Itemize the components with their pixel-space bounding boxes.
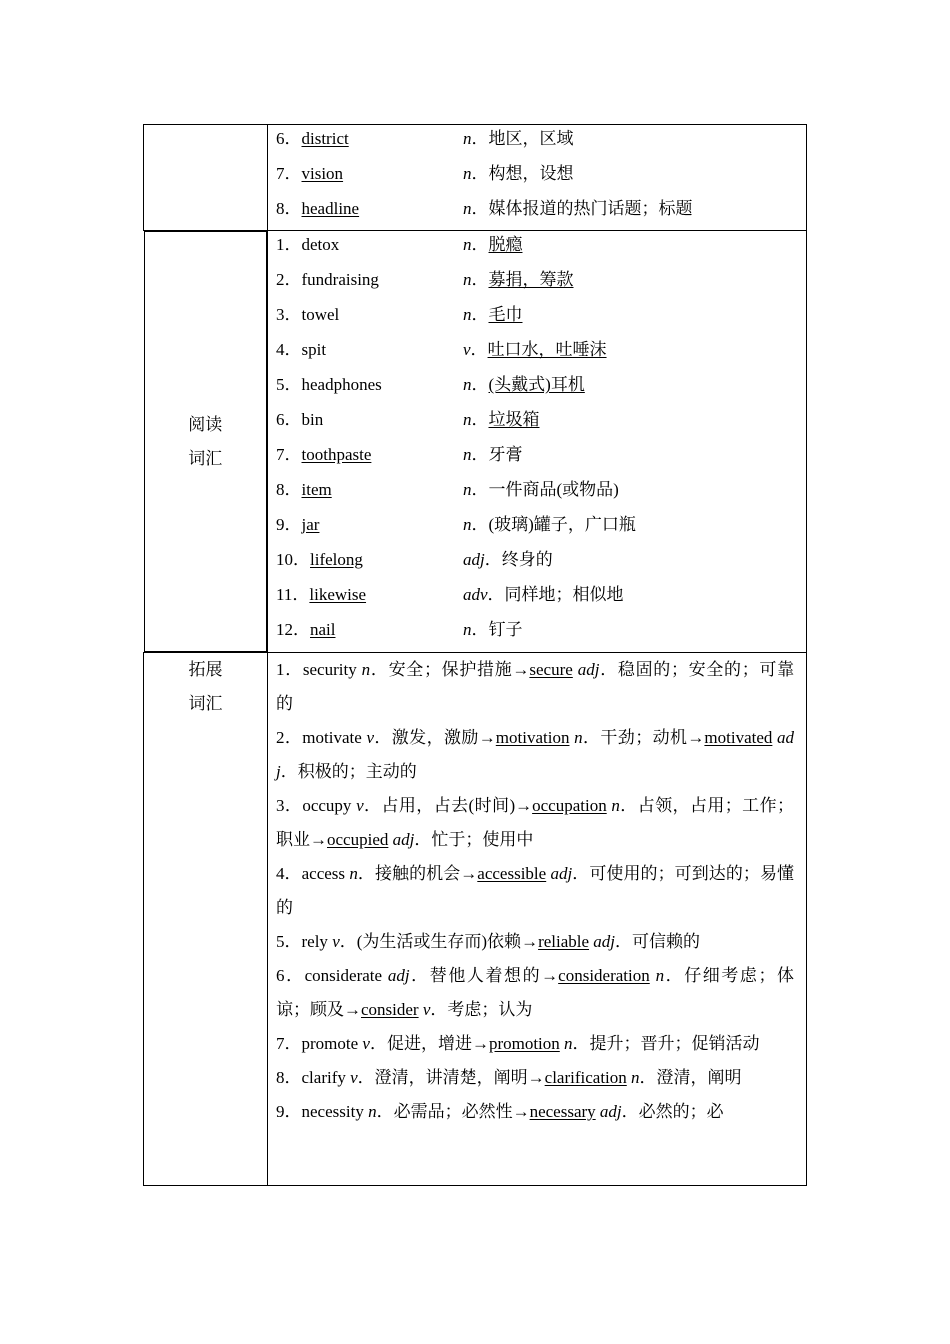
base-word: necessity: [301, 1102, 364, 1121]
vocab-word: toothpaste: [301, 445, 372, 464]
separator: ．: [369, 1034, 387, 1053]
arrow: →: [478, 728, 496, 747]
part-of-speech: adj: [463, 550, 485, 569]
vocab-word: lifelong: [310, 550, 363, 569]
item-number: 10．: [276, 550, 310, 569]
part-of-speech: n: [463, 410, 472, 429]
separator: ．: [370, 660, 389, 679]
separator: ．: [376, 1102, 394, 1121]
extension-entry: [276, 721, 794, 789]
vocab-definition: 终身的: [501, 550, 553, 569]
item-number: 9．: [276, 515, 302, 534]
part-of-speech: n: [574, 728, 583, 747]
vocab-row: [268, 511, 806, 546]
vocab-definition: 同样地；相似地: [504, 585, 624, 604]
separator: ．: [471, 305, 489, 324]
vocab-definition: 地区，区域: [488, 129, 574, 148]
definition: 安全；保护措施: [388, 660, 513, 679]
vocab-row: [268, 195, 806, 230]
separator: ．: [471, 199, 489, 218]
definition-col: [463, 266, 806, 301]
category-cell-empty: [144, 125, 268, 231]
separator: ．: [599, 660, 618, 679]
table-row: [144, 231, 807, 653]
item-number: 6．: [276, 966, 305, 985]
word-col: [268, 125, 463, 160]
arrow: →: [515, 796, 533, 815]
definition-col: [463, 160, 806, 195]
definition-col: [463, 336, 806, 371]
part-of-speech: n: [463, 480, 472, 499]
arrow: →: [310, 830, 327, 849]
vocab-word: district: [301, 129, 349, 148]
vocab-definition: (玻璃)罐子，广口瓶: [488, 515, 636, 534]
separator: ．: [470, 340, 488, 359]
item-number: 3．: [276, 305, 302, 324]
vocab-word: nail: [310, 620, 336, 639]
separator: ．: [373, 728, 392, 747]
item-number: 8．: [276, 1068, 302, 1087]
derived-word: motivated: [704, 728, 773, 747]
item-number: 6．: [276, 410, 302, 429]
part-of-speech: v: [463, 340, 471, 359]
definition-col: [463, 546, 806, 581]
separator: ．: [572, 1034, 590, 1053]
category-cell-extension: [144, 653, 268, 1186]
part-of-speech: adj: [550, 864, 573, 883]
extension-entry: [276, 1061, 794, 1095]
definition: 忙于；使用中: [431, 830, 534, 849]
definition: 提升；晋升；促销活动: [589, 1034, 760, 1053]
derived-word: accessible: [477, 864, 547, 883]
item-number: 1．: [276, 235, 302, 254]
definition: 可使用的；可到达的；易懂的: [276, 864, 795, 917]
word-col: [268, 581, 463, 616]
word-col: [268, 616, 463, 651]
separator: ．: [357, 864, 375, 883]
extension-entry: [276, 1027, 794, 1061]
separator: ．: [471, 235, 489, 254]
vocab-word: item: [301, 480, 332, 499]
word-col: [268, 511, 463, 546]
separator: ．: [471, 515, 489, 534]
item-number: 8．: [276, 199, 302, 218]
definition: 促进，增进: [386, 1034, 472, 1053]
definition-col: [463, 581, 806, 616]
base-word: access: [301, 864, 346, 883]
item-number: 4．: [276, 864, 302, 883]
word-col: [268, 195, 463, 230]
base-word: clarify: [301, 1068, 346, 1087]
vocab-definition: 垃圾箱: [488, 410, 540, 429]
definition: 接触的机会: [374, 864, 461, 883]
part-of-speech: adj: [392, 830, 415, 849]
vocab-definition: 一件商品(或物品): [488, 480, 619, 499]
definition: 仔细考虑；体谅；顾及: [276, 966, 795, 1019]
definition-col: [463, 195, 806, 230]
vocab-row: [268, 231, 806, 266]
vocab-row: [268, 406, 806, 441]
vocab-row: [268, 266, 806, 301]
vocab-definition: 构想，设想: [488, 164, 574, 183]
item-number: 9．: [276, 1102, 302, 1121]
derived-word: reliable: [538, 932, 590, 951]
definition: (为生活或生存而)依赖: [356, 932, 522, 951]
extension-list-cell: [268, 653, 807, 1186]
item-number: 5．: [276, 375, 302, 394]
item-number: 4．: [276, 340, 302, 359]
part-of-speech: n: [463, 199, 472, 218]
part-of-speech: n: [368, 1102, 377, 1121]
vocab-definition: 吐口水，吐唾沫: [487, 340, 607, 359]
separator: ．: [582, 728, 601, 747]
item-number: 11．: [276, 585, 310, 604]
definition: 占用，占去(时间): [381, 796, 516, 815]
arrow: →: [344, 1000, 361, 1019]
item-number: 6．: [276, 129, 302, 148]
vocab-word: fundraising: [301, 270, 379, 289]
word-col: [268, 441, 463, 476]
definition: 必然的；必: [638, 1102, 724, 1121]
part-of-speech: adj: [276, 728, 795, 781]
part-of-speech: n: [463, 270, 472, 289]
definition: 稳固的；安全的；可靠的: [276, 660, 795, 713]
part-of-speech: n: [463, 620, 472, 639]
vocab-word: detox: [301, 235, 340, 254]
vocab-definition: 脱瘾: [488, 235, 523, 254]
separator: ．: [471, 164, 489, 183]
arrow: →: [527, 1068, 545, 1087]
part-of-speech: adv: [463, 585, 488, 604]
definition-col: [463, 616, 806, 651]
definition-col: [463, 441, 806, 476]
separator: ．: [363, 796, 382, 815]
part-of-speech: adj: [593, 932, 616, 951]
derived-word: occupied: [327, 830, 389, 849]
derived-word: occupation: [532, 796, 607, 815]
separator: ．: [471, 375, 489, 394]
vocab-word: headline: [301, 199, 360, 218]
category-label-line2: 词汇: [188, 694, 223, 714]
word-col: [268, 301, 463, 336]
separator: ．: [414, 830, 432, 849]
separator: ．: [639, 1068, 657, 1087]
part-of-speech: v: [366, 728, 374, 747]
vocab-definition: 媒体报道的热门话题；标题: [488, 199, 693, 218]
base-word: promote: [301, 1034, 359, 1053]
item-number: 5．: [276, 932, 302, 951]
item-number: 3．: [276, 796, 303, 815]
extension-entry: [276, 857, 794, 925]
arrow: →: [471, 1034, 489, 1053]
item-number: 7．: [276, 445, 302, 464]
base-word: security: [302, 660, 357, 679]
part-of-speech: n: [463, 164, 472, 183]
definition: 占领，占用；工作；职业: [276, 796, 795, 849]
word-list-cell: [268, 231, 807, 653]
definition-col: [463, 231, 806, 266]
category-label-line1: 拓展: [188, 660, 223, 680]
item-number: 7．: [276, 1034, 302, 1053]
definition: 激发，激励: [391, 728, 479, 747]
definition: 干劲；动机: [600, 728, 688, 747]
part-of-speech: n: [564, 1034, 573, 1053]
vocab-row: [268, 476, 806, 511]
vocab-row: [268, 160, 806, 195]
separator: ．: [339, 932, 357, 951]
separator: ．: [471, 270, 489, 289]
part-of-speech: v: [422, 1000, 431, 1019]
derived-word: motivation: [495, 728, 570, 747]
vocab-row: [268, 546, 806, 581]
vocab-definition: 毛巾: [488, 305, 523, 324]
vocab-word: spit: [301, 340, 327, 359]
derived-word: consideration: [558, 966, 650, 985]
item-number: 12．: [276, 620, 310, 639]
extension-entry: [276, 1095, 794, 1129]
part-of-speech: n: [611, 796, 620, 815]
vocab-row: [268, 371, 806, 406]
vocab-row: [268, 581, 806, 616]
definition: 考虑；认为: [447, 1000, 533, 1019]
derived-word: necessary: [529, 1102, 596, 1121]
definition-col: [463, 511, 806, 546]
part-of-speech: n: [463, 515, 472, 534]
separator: ．: [471, 480, 489, 499]
definition: 必需品；必然性: [393, 1102, 513, 1121]
category-label-line2: 词汇: [188, 448, 223, 469]
vocab-word: likewise: [309, 585, 367, 604]
separator: ．: [664, 966, 685, 985]
vocab-word: vision: [301, 164, 344, 183]
base-word: rely: [301, 932, 328, 951]
definition-col: [463, 301, 806, 336]
definition-col: [463, 125, 806, 160]
item-number: 1．: [276, 660, 303, 679]
part-of-speech: n: [361, 660, 371, 679]
vocab-row: [268, 616, 806, 651]
separator: ．: [409, 966, 430, 985]
extension-entry: [276, 653, 794, 721]
part-of-speech: n: [349, 864, 358, 883]
definition: 澄清，阐明: [656, 1068, 742, 1087]
vocab-row: [268, 336, 806, 371]
definition: 可信赖的: [632, 932, 701, 951]
table-row: [144, 125, 807, 231]
word-col: [268, 266, 463, 301]
vocab-word: headphones: [301, 375, 382, 394]
separator: ．: [280, 762, 298, 781]
arrow: →: [512, 660, 530, 679]
separator: ．: [357, 1068, 375, 1087]
derived-word: clarification: [544, 1068, 627, 1087]
separator: ．: [619, 796, 638, 815]
separator: ．: [471, 129, 489, 148]
separator: ．: [471, 445, 489, 464]
separator: ．: [572, 864, 590, 883]
word-col: [268, 160, 463, 195]
separator: ．: [471, 620, 489, 639]
vocab-row: [268, 125, 806, 160]
table-row: [144, 653, 807, 1186]
separator: ．: [487, 585, 505, 604]
vocabulary-table: [143, 124, 807, 1186]
part-of-speech: n: [463, 375, 472, 394]
part-of-speech: n: [631, 1068, 640, 1087]
part-of-speech: n: [655, 966, 665, 985]
definition: 澄清，讲清楚，阐明: [374, 1068, 528, 1087]
arrow: →: [541, 966, 559, 985]
vocab-row: [268, 301, 806, 336]
word-col: [268, 336, 463, 371]
part-of-speech: n: [463, 445, 472, 464]
vocab-definition: 募捐，筹款: [488, 270, 574, 289]
vocab-row: [268, 441, 806, 476]
part-of-speech: v: [332, 932, 340, 951]
part-of-speech: v: [350, 1068, 358, 1087]
word-col: [268, 231, 463, 266]
category-cell-reading: [144, 231, 268, 652]
item-number: 2．: [276, 270, 302, 289]
vocab-word: jar: [301, 515, 320, 534]
separator: ．: [430, 1000, 448, 1019]
separator: ．: [484, 550, 502, 569]
part-of-speech: n: [463, 129, 472, 148]
vocab-word: towel: [301, 305, 340, 324]
derived-word: consider: [361, 1000, 419, 1019]
part-of-speech: n: [463, 305, 472, 324]
word-list-cell: [268, 125, 807, 231]
separator: ．: [621, 1102, 639, 1121]
word-col: [268, 476, 463, 511]
part-of-speech: n: [463, 235, 472, 254]
separator: ．: [471, 410, 489, 429]
arrow: →: [460, 864, 478, 883]
vocab-definition: 钉子: [488, 620, 523, 639]
item-number: 8．: [276, 480, 302, 499]
category-label-line1: 阅读: [188, 414, 223, 435]
arrow: →: [521, 932, 539, 951]
base-word: occupy: [302, 796, 352, 815]
part-of-speech: v: [362, 1034, 370, 1053]
word-col: [268, 371, 463, 406]
definition-col: [463, 406, 806, 441]
word-col: [268, 546, 463, 581]
extension-entry: [276, 925, 794, 959]
arrow: →: [687, 728, 705, 747]
vocab-definition: 牙膏: [488, 445, 523, 464]
vocab-word: bin: [301, 410, 324, 429]
item-number: 7．: [276, 164, 302, 183]
base-word: considerate: [304, 966, 383, 985]
definition: 替他人着想的: [429, 966, 542, 985]
extension-entry: [276, 959, 794, 1027]
separator: ．: [615, 932, 633, 951]
item-number: 2．: [276, 728, 303, 747]
derived-word: promotion: [488, 1034, 560, 1053]
arrow: →: [512, 1102, 530, 1121]
extension-entry: [276, 789, 794, 857]
definition-col: [463, 476, 806, 511]
base-word: motivate: [302, 728, 362, 747]
part-of-speech: adj: [577, 660, 600, 679]
derived-word: secure: [529, 660, 573, 679]
part-of-speech: adj: [387, 966, 410, 985]
vocab-definition: (头戴式)耳机: [488, 375, 585, 394]
definition-col: [463, 371, 806, 406]
part-of-speech: adj: [599, 1102, 622, 1121]
word-col: [268, 406, 463, 441]
definition: 积极的；主动的: [297, 762, 417, 781]
part-of-speech: v: [356, 796, 364, 815]
